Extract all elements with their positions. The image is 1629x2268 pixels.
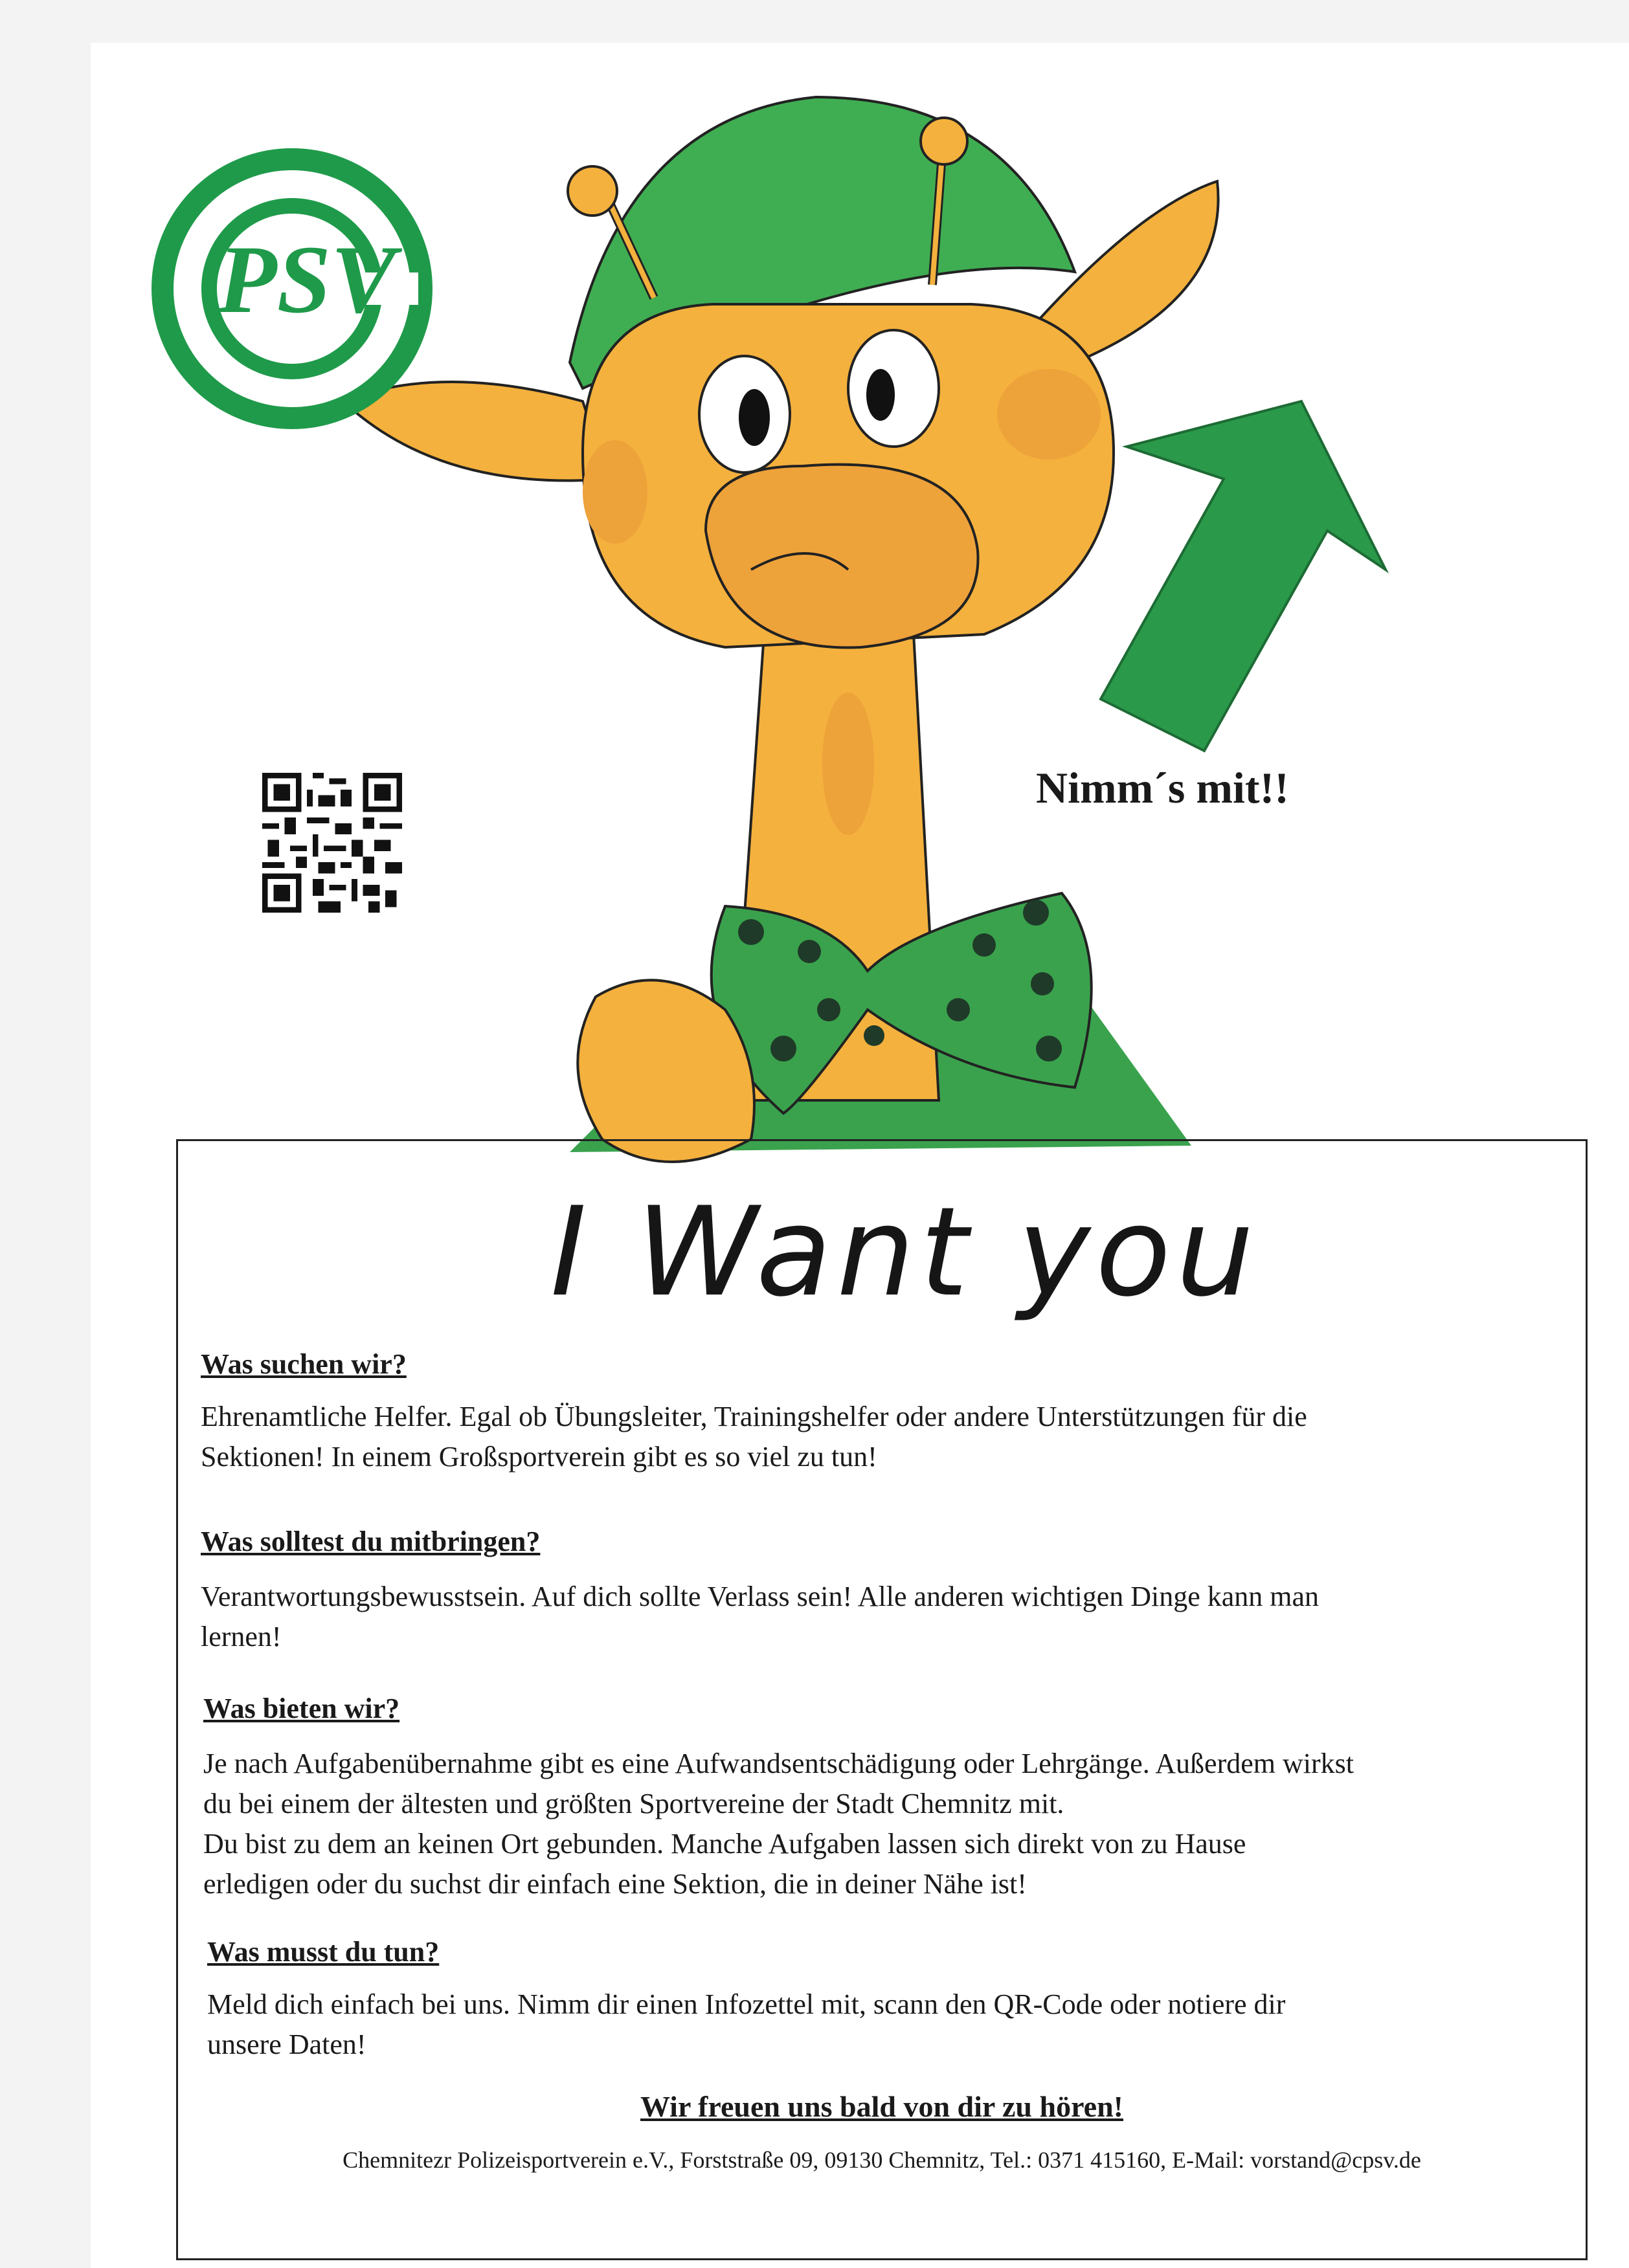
body-line: Meld dich einfach bei uns. Nimm dir einen Infozettel mit, scann den QR-Code oder notiere dir [207,1988,1286,2020]
section-body-was-musst-du-tun [207,1984,1580,2065]
section-body-was-solltest-du-mitbringen [201,1577,1573,1657]
section-heading-was-musst-du-tun: Was musst du tun? [207,1936,440,1968]
callout-text: Nimm´s mit!! [1036,763,1289,812]
closing-line: Wir freuen uns bald von dir zu hören! [640,2090,1123,2123]
body-line: Ehrenamtliche Helfer. Egal ob Übungsleiter, Trainingshelfer oder andere Unterstützungen für die [201,1401,1307,1432]
section-heading-was-solltest-du-mitbringen: Was solltest du mitbringen? [201,1526,541,1557]
body-line: lernen! [201,1621,282,1652]
body-line: Sektionen! In einem Großsportverein gibt es so viel zu tun! [201,1441,877,1473]
body-line: Verantwortungsbewusstsein. Auf dich sollte Verlass sein! Alle anderen wichtigen Dinge kann man [201,1581,1320,1612]
body-line: Du bist zu dem an keinen Ort gebunden. Manche Aufgaben lassen sich direkt von zu Hause [203,1828,1246,1860]
section-heading-was-bieten-wir: Was bieten wir? [203,1693,400,1724]
section-body-was-bieten-wir [203,1744,1576,1904]
headline [550,1178,1295,1327]
body-line: unsere Daten! [207,2029,366,2060]
body-line: du bei einem der ältesten und größten Sportvereine der Stadt Chemnitz mit. [203,1788,1064,1819]
section-heading-was-suchen-wir: Was suchen wir? [201,1348,407,1380]
headline-text: I Want you [550,1181,1259,1324]
logo-text: PSV [218,226,396,333]
body-line: Je nach Aufgabenübernahme gibt es eine Aufwandsentschädigung oder Lehrgänge. Außerdem wirkst [203,1748,1354,1779]
up-arrow-shape [1101,401,1386,751]
section-body-was-suchen-wir [201,1397,1573,1477]
qr-code[interactable] [259,773,405,913]
contact-footer: Chemnitezr Polizeisportverein e.V., Forststraße 09, 09130 Chemnitz, Tel.: 0371 415160, E-Mail: vorstand@cpsv.de [343,2147,1421,2173]
body-line: erledigen oder du suchst dir einfach eine Sektion, die in deiner Nähe ist! [203,1868,1027,1900]
